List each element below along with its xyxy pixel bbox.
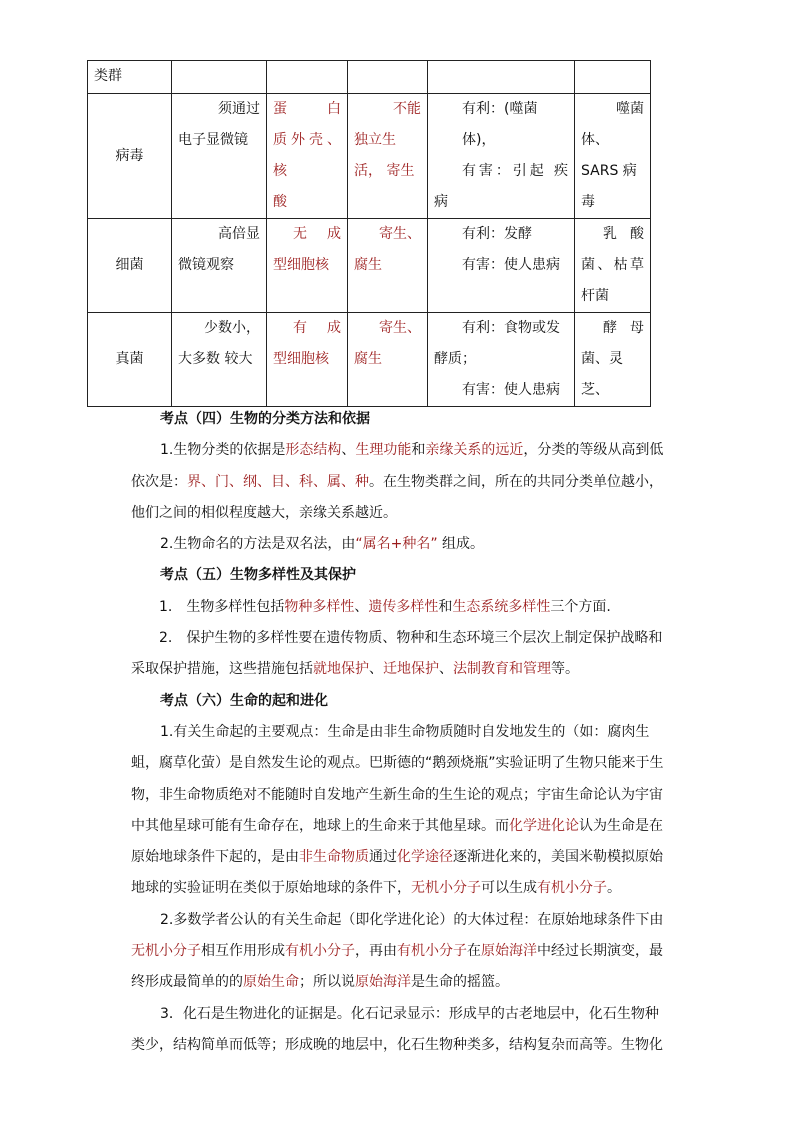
cell-line: 高倍显	[218, 226, 260, 242]
cell-line: 电子显微镜	[178, 132, 248, 148]
header-cell-group: 类群	[88, 61, 172, 94]
relation-cell	[428, 313, 575, 407]
cell-line: 型细胞核	[273, 351, 329, 367]
paragraph-4-1: 1.生物分类的依据是形态结构、生理功能和亲缘关系的远近，分类的等级从高到低依次是：界、门、纲、目、科、属、种。在生物类群之间，所在的共同分类单位越小，他们之间的相似程度越大，亲缘关系越近。	[131, 442, 664, 521]
cell-line: 少数小，	[204, 320, 260, 336]
table-row-virus	[88, 94, 651, 219]
paragraph-5-1: 1. 生物多样性包括物种多样性、遗传多样性和生态系统多样性三个方面.	[159, 598, 611, 615]
paragraph-6-2: 2.多数学者公认的有关生命起（即化学进化论）的大体过程：在原始地球条件下由无机小分子相互作用形成有机小分子，再由有机小分子在原始海洋中经过长期演变，最终形成最简单的的原始生命；所以说原始海洋是生命的摇篮。	[131, 911, 664, 991]
study-notes	[131, 404, 671, 1061]
lifestyle-cell	[348, 219, 428, 313]
observation-cell	[172, 219, 267, 313]
section-heading-6: 考点（六）生命的起和进化	[160, 692, 328, 709]
cell-line: 菌、枯草	[581, 257, 644, 273]
cell-line: 病毒	[581, 163, 637, 210]
relation-cell	[428, 94, 575, 219]
cell-line: 微镜观察	[178, 257, 234, 273]
example-cell	[575, 94, 651, 219]
header-cell	[172, 61, 267, 94]
header-cell	[575, 61, 651, 94]
example-cell	[575, 219, 651, 313]
header-cell	[267, 61, 348, 94]
cell-line: 型细胞核	[273, 257, 329, 273]
observation-cell	[172, 94, 267, 219]
cell-line: 腐生	[354, 257, 382, 273]
cell-line: 体、SARS	[581, 132, 619, 179]
lifestyle-cell	[348, 94, 428, 219]
cell-line: 噬菌	[616, 101, 644, 117]
cell-line: 酸	[273, 194, 287, 210]
cell-line: 寄生、	[379, 226, 421, 242]
table-row-fungi	[88, 313, 651, 407]
observation-cell	[172, 313, 267, 407]
section-heading-4: 考点（四）生物的分类方法和依据	[160, 411, 370, 427]
cell-line: 不能	[393, 101, 421, 117]
paragraph-5-2: 2. 保护生物的多样性要在遗传物质、物种和生态环境三个层次上制定保护战略和采取保护措施，这些措施包括就地保护、迁地保护、法制教育和管理等。	[131, 630, 663, 678]
section-heading-5: 考点（五）生物多样性及其保护	[160, 567, 356, 584]
table-row-bacteria	[88, 219, 651, 313]
cell-line: 须通过	[218, 101, 260, 117]
cell-line: 质外壳、核	[273, 132, 341, 179]
group-name: 细菌	[88, 219, 172, 313]
cell-line: 独立生活，	[354, 132, 396, 179]
cell-line: 腐生	[354, 351, 382, 367]
example-cell	[575, 313, 651, 407]
header-cell	[348, 61, 428, 94]
classification-table	[87, 60, 651, 407]
cell-line: 有成	[293, 320, 341, 336]
cell-line: 菌、灵芝、	[581, 351, 623, 398]
cell-line: 蛋白	[273, 101, 341, 117]
cell-line: 寄生、	[379, 320, 421, 336]
cell-line: 有害：引起 疾	[462, 163, 568, 179]
cell-line: 有利：食物或发	[462, 320, 560, 336]
cell-line: 酵质；	[434, 351, 476, 367]
cell-line: 有利：发酵	[462, 226, 532, 242]
cell-line: 有利：(噬菌体)，	[462, 101, 538, 148]
header-cell	[428, 61, 575, 94]
structure-cell	[267, 219, 348, 313]
cell-line: 有害：使人患病	[462, 382, 560, 398]
cell-line: 有害：使人患病	[462, 257, 560, 273]
table-header-row	[88, 61, 651, 94]
paragraph-6-1: 1.有关生命起的主要观点：生命是由非生命物质随时自发地发生的（如：腐肉生蛆，腐草化萤）是自然发生论的观点。巴斯德的“鹅颈烧瓶”实验证明了生物只能来于生物，非生命物质绝对不能随时自发地产生新生命的生生论的观点；宇宙生命论认为宇宙中其他星球可能有生命存在，地球上的生命来于其他星球。而化学进化论认为生命是在原始地球条件下起的，是由非生命物质通过化学途径逐渐进化来的，美国米勒模拟原始地球的实验证明在类似于原始地球的条件下，无机小分子可以生成有机小分子。	[131, 723, 664, 897]
cell-line: 无成	[293, 226, 341, 242]
cell-line: 病	[434, 194, 448, 210]
group-name: 病毒	[88, 94, 172, 219]
cell-line: 寄生	[386, 163, 415, 179]
group-name: 真菌	[88, 313, 172, 407]
lifestyle-cell	[348, 313, 428, 407]
cell-line: 大多数 较大	[178, 351, 253, 367]
cell-line: 杆菌	[581, 288, 609, 304]
cell-line: 乳酸	[603, 226, 644, 242]
structure-cell	[267, 313, 348, 407]
paragraph-4-2: 2.生物命名的方法是双名法，由“属名+种名” 组成。	[160, 536, 485, 553]
cell-line: 酵母	[603, 320, 644, 336]
paragraph-6-3: 3．化石是生物进化的证据是。化石记录显示：形成早的古老地层中，化石生物种类少，结构简单而低等；形成晚的地层中，化石生物种类多，结构复杂而高等。生物化	[131, 1005, 663, 1053]
relation-cell	[428, 219, 575, 313]
structure-cell	[267, 94, 348, 219]
